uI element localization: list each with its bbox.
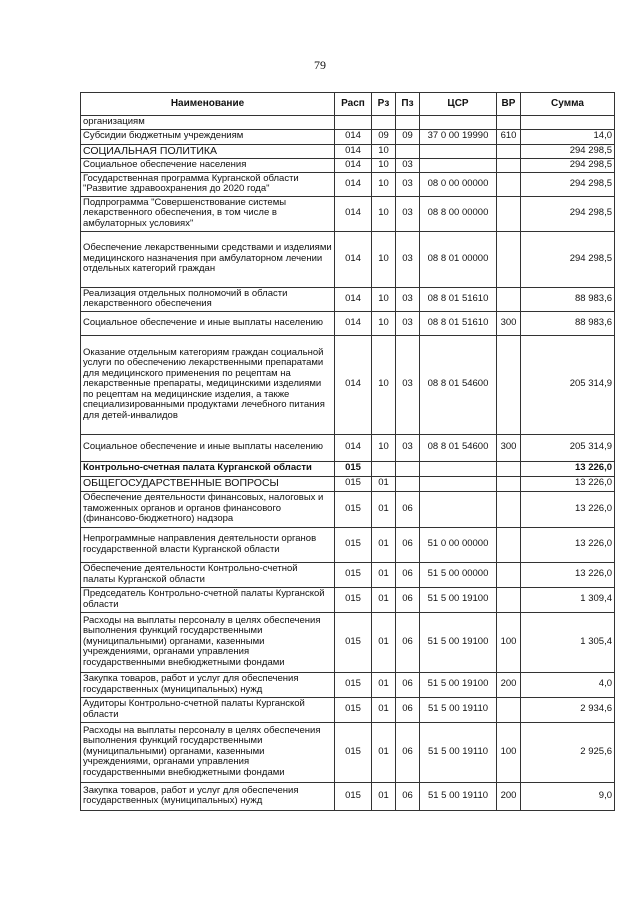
cell-csr: 51 0 00 00000 bbox=[420, 527, 497, 562]
table-row bbox=[81, 587, 615, 612]
table-row bbox=[81, 335, 615, 434]
cell-rasp: 015 bbox=[335, 491, 372, 527]
cell-vr: 200 bbox=[497, 782, 521, 810]
cell-pz: 03 bbox=[396, 434, 420, 461]
cell-sum: 294 298,5 bbox=[521, 231, 615, 287]
cell-rasp: 015 bbox=[335, 562, 372, 587]
table-row bbox=[81, 172, 615, 196]
cell-rasp: 014 bbox=[335, 434, 372, 461]
cell-vr: 200 bbox=[497, 672, 521, 697]
cell-sum: 14,0 bbox=[521, 129, 615, 144]
cell-pz: 03 bbox=[396, 335, 420, 434]
cell-pz bbox=[396, 116, 420, 130]
cell-pz: 03 bbox=[396, 158, 420, 172]
cell-sum: 13 226,0 bbox=[521, 491, 615, 527]
cell-name: Государственная программа Курганской области "Развитие здравоохранения до 2020 года" bbox=[81, 172, 335, 196]
cell-name: Подпрограмма "Совершенствование системы лекарственного обеспечения, в том числе в амбулаторных условиях" bbox=[81, 196, 335, 231]
cell-rz: 01 bbox=[372, 782, 396, 810]
cell-vr bbox=[497, 697, 521, 722]
cell-name: Реализация отдельных полномочий в области лекарственного обеспечения bbox=[81, 287, 335, 311]
cell-csr: 51 5 00 19100 bbox=[420, 672, 497, 697]
cell-vr bbox=[497, 335, 521, 434]
cell-sum: 294 298,5 bbox=[521, 158, 615, 172]
cell-sum: 2 925,6 bbox=[521, 722, 615, 782]
cell-name: Аудиторы Контрольно-счетной палаты Курганской области bbox=[81, 697, 335, 722]
cell-csr: 08 8 00 00000 bbox=[420, 196, 497, 231]
cell-sum: 4,0 bbox=[521, 672, 615, 697]
table-row bbox=[81, 461, 615, 476]
cell-pz: 03 bbox=[396, 172, 420, 196]
cell-vr bbox=[497, 491, 521, 527]
cell-csr bbox=[420, 158, 497, 172]
table-row bbox=[81, 158, 615, 172]
cell-vr bbox=[497, 287, 521, 311]
cell-rasp: 015 bbox=[335, 782, 372, 810]
cell-rasp: 015 bbox=[335, 476, 372, 491]
cell-csr: 08 8 01 51610 bbox=[420, 311, 497, 335]
cell-sum: 205 314,9 bbox=[521, 434, 615, 461]
cell-sum: 9,0 bbox=[521, 782, 615, 810]
cell-vr: 300 bbox=[497, 311, 521, 335]
cell-vr bbox=[497, 172, 521, 196]
cell-pz bbox=[396, 461, 420, 476]
cell-name: Социальное обеспечение населения bbox=[81, 158, 335, 172]
cell-rz: 10 bbox=[372, 311, 396, 335]
cell-vr bbox=[497, 158, 521, 172]
cell-csr bbox=[420, 144, 497, 158]
cell-rz: 01 bbox=[372, 527, 396, 562]
cell-csr bbox=[420, 476, 497, 491]
cell-rz: 09 bbox=[372, 129, 396, 144]
cell-name: ОБЩЕГОСУДАРСТВЕННЫЕ ВОПРОСЫ bbox=[81, 476, 335, 491]
header-rasp: Расп bbox=[335, 93, 372, 116]
cell-pz: 06 bbox=[396, 697, 420, 722]
cell-vr bbox=[497, 476, 521, 491]
cell-name: Закупка товаров, работ и услуг для обеспечения государственных (муниципальных) нужд bbox=[81, 672, 335, 697]
cell-csr: 51 5 00 19100 bbox=[420, 612, 497, 672]
cell-pz: 03 bbox=[396, 287, 420, 311]
cell-pz bbox=[396, 144, 420, 158]
cell-rz bbox=[372, 116, 396, 130]
cell-rz: 01 bbox=[372, 562, 396, 587]
cell-rasp bbox=[335, 116, 372, 130]
header-csr: ЦСР bbox=[420, 93, 497, 116]
cell-name: Закупка товаров, работ и услуг для обеспечения государственных (муниципальных) нужд bbox=[81, 782, 335, 810]
cell-rz: 01 bbox=[372, 587, 396, 612]
cell-sum: 294 298,5 bbox=[521, 144, 615, 158]
cell-rasp: 015 bbox=[335, 587, 372, 612]
cell-pz: 06 bbox=[396, 722, 420, 782]
cell-csr: 51 5 00 19110 bbox=[420, 722, 497, 782]
cell-csr bbox=[420, 491, 497, 527]
cell-vr: 610 bbox=[497, 129, 521, 144]
cell-pz: 03 bbox=[396, 196, 420, 231]
cell-name: организациям bbox=[81, 116, 335, 130]
table-row bbox=[81, 196, 615, 231]
cell-rasp: 014 bbox=[335, 335, 372, 434]
table-row bbox=[81, 231, 615, 287]
cell-rz: 01 bbox=[372, 672, 396, 697]
cell-name: Контрольно-счетная палата Курганской области bbox=[81, 461, 335, 476]
cell-rasp: 014 bbox=[335, 144, 372, 158]
table-row bbox=[81, 144, 615, 158]
table-row bbox=[81, 434, 615, 461]
table-row bbox=[81, 722, 615, 782]
table-row bbox=[81, 697, 615, 722]
table-header-row bbox=[81, 93, 615, 116]
cell-sum: 13 226,0 bbox=[521, 562, 615, 587]
cell-rz: 10 bbox=[372, 172, 396, 196]
cell-pz: 03 bbox=[396, 231, 420, 287]
cell-rz: 10 bbox=[372, 287, 396, 311]
cell-rz: 10 bbox=[372, 158, 396, 172]
cell-pz: 09 bbox=[396, 129, 420, 144]
cell-name: Субсидии бюджетным учреждениям bbox=[81, 129, 335, 144]
cell-sum: 205 314,9 bbox=[521, 335, 615, 434]
cell-rasp: 015 bbox=[335, 672, 372, 697]
cell-rz: 10 bbox=[372, 434, 396, 461]
table-row bbox=[81, 782, 615, 810]
cell-rz: 10 bbox=[372, 335, 396, 434]
cell-rasp: 014 bbox=[335, 172, 372, 196]
cell-vr: 100 bbox=[497, 722, 521, 782]
table-row bbox=[81, 129, 615, 144]
cell-rz: 01 bbox=[372, 476, 396, 491]
table-row bbox=[81, 527, 615, 562]
cell-csr: 51 5 00 19110 bbox=[420, 782, 497, 810]
cell-csr bbox=[420, 116, 497, 130]
cell-sum: 2 934,6 bbox=[521, 697, 615, 722]
cell-rasp: 014 bbox=[335, 158, 372, 172]
cell-csr: 08 8 01 54600 bbox=[420, 335, 497, 434]
cell-rz: 01 bbox=[372, 491, 396, 527]
cell-name: Обеспечение лекарственными средствами и изделиями медицинского назначения при амбулаторном лечении отдельных категорий граждан bbox=[81, 231, 335, 287]
cell-name: Председатель Контрольно-счетной палаты Курганской области bbox=[81, 587, 335, 612]
cell-pz: 06 bbox=[396, 587, 420, 612]
budget-table bbox=[80, 92, 615, 811]
cell-rz: 10 bbox=[372, 196, 396, 231]
cell-rasp: 014 bbox=[335, 311, 372, 335]
cell-pz: 06 bbox=[396, 672, 420, 697]
cell-name: Социальное обеспечение и иные выплаты населению bbox=[81, 434, 335, 461]
cell-sum bbox=[521, 116, 615, 130]
cell-vr: 300 bbox=[497, 434, 521, 461]
cell-name: Расходы на выплаты персоналу в целях обеспечения выполнения функций государственными (муниципальными) органами, казенными учреждениями, органами управления государственными внебюджетными фондами bbox=[81, 612, 335, 672]
cell-csr: 08 8 01 54600 bbox=[420, 434, 497, 461]
table-row bbox=[81, 287, 615, 311]
cell-pz: 06 bbox=[396, 562, 420, 587]
cell-name: Непрограммные направления деятельности органов государственной власти Курганской области bbox=[81, 527, 335, 562]
cell-sum: 294 298,5 bbox=[521, 172, 615, 196]
cell-csr bbox=[420, 461, 497, 476]
cell-name: Обеспечение деятельности финансовых, налоговых и таможенных органов и органов финансового (финансово-бюджетного) надзора bbox=[81, 491, 335, 527]
cell-csr: 08 8 01 00000 bbox=[420, 231, 497, 287]
cell-vr bbox=[497, 196, 521, 231]
table-row bbox=[81, 311, 615, 335]
cell-vr: 100 bbox=[497, 612, 521, 672]
cell-rasp: 014 bbox=[335, 287, 372, 311]
cell-rz: 10 bbox=[372, 231, 396, 287]
cell-rasp: 014 bbox=[335, 129, 372, 144]
cell-pz: 06 bbox=[396, 527, 420, 562]
cell-rz: 01 bbox=[372, 612, 396, 672]
table-row bbox=[81, 476, 615, 491]
cell-csr: 51 5 00 19110 bbox=[420, 697, 497, 722]
cell-name: СОЦИАЛЬНАЯ ПОЛИТИКА bbox=[81, 144, 335, 158]
table-row bbox=[81, 491, 615, 527]
header-rz: Рз bbox=[372, 93, 396, 116]
cell-rasp: 014 bbox=[335, 196, 372, 231]
cell-sum: 1 309,4 bbox=[521, 587, 615, 612]
cell-pz: 06 bbox=[396, 612, 420, 672]
cell-name: Оказание отдельным категориям граждан социальной услуги по обеспечению лекарственными препаратами для медицинского применения по рецептам на лекарственные препараты, медицинскими изделиями по рецептам на медицинские изделия, а также специализированными продуктами лечебного питания для детей-инвалидов bbox=[81, 335, 335, 434]
cell-sum: 88 983,6 bbox=[521, 287, 615, 311]
cell-rasp: 014 bbox=[335, 231, 372, 287]
cell-sum: 1 305,4 bbox=[521, 612, 615, 672]
header-sum: Сумма bbox=[521, 93, 615, 116]
header-pz: Пз bbox=[396, 93, 420, 116]
cell-sum: 13 226,0 bbox=[521, 476, 615, 491]
cell-csr: 08 0 00 00000 bbox=[420, 172, 497, 196]
cell-pz bbox=[396, 476, 420, 491]
cell-name: Социальное обеспечение и иные выплаты населению bbox=[81, 311, 335, 335]
cell-vr bbox=[497, 527, 521, 562]
cell-rz: 01 bbox=[372, 722, 396, 782]
page-number: 79 bbox=[314, 58, 326, 72]
cell-vr bbox=[497, 231, 521, 287]
cell-sum: 88 983,6 bbox=[521, 311, 615, 335]
table-row bbox=[81, 116, 615, 130]
cell-pz: 06 bbox=[396, 491, 420, 527]
table-row bbox=[81, 562, 615, 587]
cell-sum: 13 226,0 bbox=[521, 527, 615, 562]
table-row bbox=[81, 672, 615, 697]
cell-csr: 37 0 00 19990 bbox=[420, 129, 497, 144]
cell-rasp: 015 bbox=[335, 461, 372, 476]
cell-sum: 294 298,5 bbox=[521, 196, 615, 231]
cell-vr bbox=[497, 144, 521, 158]
cell-rz: 01 bbox=[372, 697, 396, 722]
cell-vr bbox=[497, 116, 521, 130]
cell-rz: 10 bbox=[372, 144, 396, 158]
header-vr: ВР bbox=[497, 93, 521, 116]
cell-csr: 08 8 01 51610 bbox=[420, 287, 497, 311]
cell-rasp: 015 bbox=[335, 697, 372, 722]
cell-vr bbox=[497, 587, 521, 612]
table-body bbox=[81, 116, 615, 811]
cell-rasp: 015 bbox=[335, 722, 372, 782]
header-name: Наименование bbox=[81, 93, 335, 116]
cell-rz bbox=[372, 461, 396, 476]
cell-sum: 13 226,0 bbox=[521, 461, 615, 476]
cell-pz: 03 bbox=[396, 311, 420, 335]
cell-name: Обеспечение деятельности Контрольно-счетной палаты Курганской области bbox=[81, 562, 335, 587]
cell-vr bbox=[497, 461, 521, 476]
cell-csr: 51 5 00 19100 bbox=[420, 587, 497, 612]
cell-csr: 51 5 00 00000 bbox=[420, 562, 497, 587]
cell-name: Расходы на выплаты персоналу в целях обеспечения выполнения функций государственными (муниципальными) органами, казенными учреждениями, органами управления государственными внебюджетными фондами bbox=[81, 722, 335, 782]
table-row bbox=[81, 612, 615, 672]
cell-rasp: 015 bbox=[335, 527, 372, 562]
cell-pz: 06 bbox=[396, 782, 420, 810]
cell-vr bbox=[497, 562, 521, 587]
cell-rasp: 015 bbox=[335, 612, 372, 672]
